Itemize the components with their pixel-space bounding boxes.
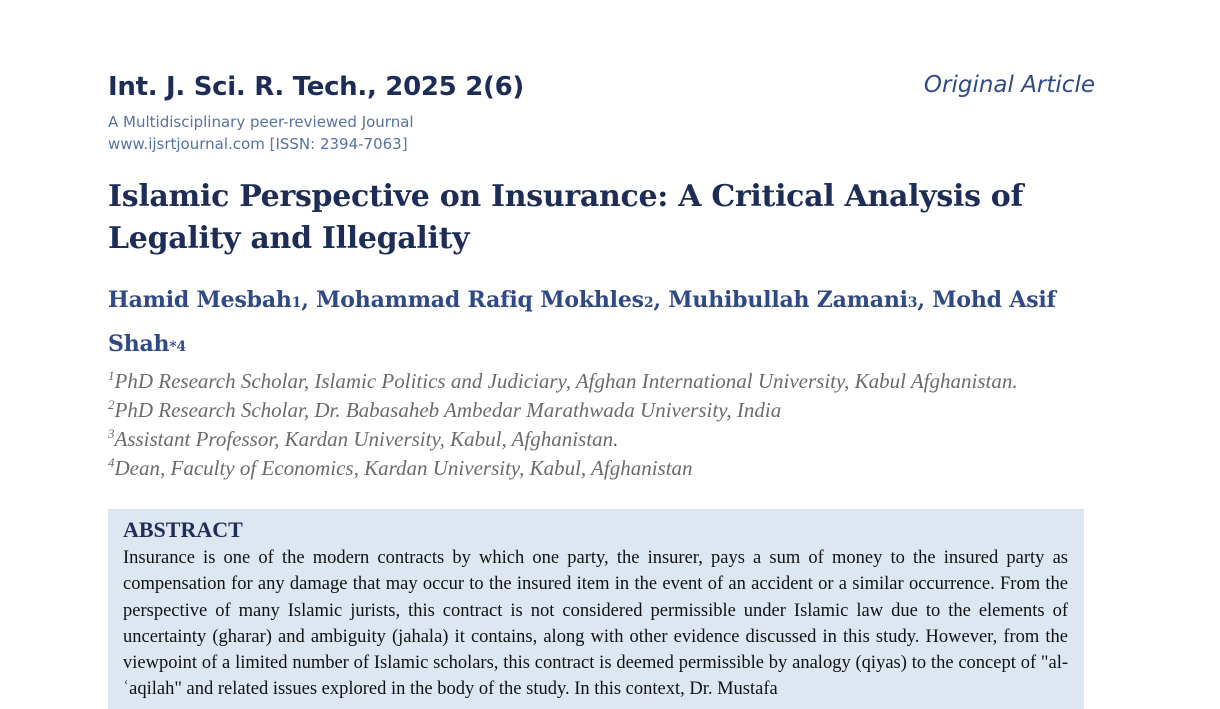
affiliation-list bbox=[108, 367, 1108, 483]
journal-subtitle: A Multidisciplinary peer-reviewed Journal bbox=[108, 113, 414, 131]
affiliation-item bbox=[108, 367, 1108, 396]
affiliation-number: 2 bbox=[108, 397, 115, 412]
affiliation-number: 4 bbox=[108, 455, 115, 470]
affiliation-item bbox=[108, 454, 1108, 483]
author-affil-mark: 1 bbox=[291, 295, 302, 311]
affiliation-item bbox=[108, 425, 1108, 454]
author-separator: , bbox=[653, 287, 669, 313]
author-affil-mark: *4 bbox=[169, 339, 187, 355]
author-affil-mark: 3 bbox=[907, 295, 918, 311]
article-type-label: Original Article bbox=[923, 72, 1095, 98]
author-name: Mohammad Rafiq Mokhles bbox=[316, 287, 644, 313]
abstract-box bbox=[108, 509, 1084, 709]
paper-title: Islamic Perspective on Insurance: A Critical Analysis of Legality and Illegality bbox=[108, 179, 1024, 256]
abstract-heading: ABSTRACT bbox=[123, 517, 243, 542]
author-separator: , bbox=[917, 287, 933, 313]
journal-website[interactable]: www.ijsrtjournal.com [ISSN: 2394-7063] bbox=[108, 135, 408, 153]
author-affil-mark: 2 bbox=[643, 295, 654, 311]
journal-citation: Int. J. Sci. R. Tech., 2025 2(6) bbox=[108, 72, 524, 102]
author-list bbox=[108, 280, 1098, 368]
affiliation-text: PhD Research Scholar, Dr. Babasaheb Ambedar Marathwada University, India bbox=[114, 398, 782, 422]
author-name: Mohd Asif Shah bbox=[108, 287, 1056, 357]
author-name: Hamid Mesbah bbox=[108, 287, 292, 313]
abstract-text: Insurance is one of the modern contracts by which one party, the insurer, pays a sum of money to the insured party as compensation for any damage that may occur to the insured item in the event of an accident or a similar occurrence. From the perspective of many Islamic jurists, this contract is not considered permissible under Islamic law due to the elements of uncertainty (gharar) and ambiguity (jahala) it contains, along with other evidence discussed in this study. However, from the viewpoint of a limited number of Islamic scholars, this contract is deemed permissible by analogy (qiyas) to the concept of "al-ʿaqilah" and related issues explored in the body of the study. In this context, Dr. Mustafa bbox=[123, 548, 1068, 700]
affiliation-text: Assistant Professor, Kardan University, Kabul, Afghanistan. bbox=[114, 427, 619, 451]
affiliation-text: PhD Research Scholar, Islamic Politics and Judiciary, Afghan International University, Kabul Afghanistan. bbox=[114, 369, 1018, 393]
author-name: Muhibullah Zamani bbox=[668, 287, 908, 313]
author-separator: , bbox=[301, 287, 317, 313]
affiliation-item bbox=[108, 396, 1108, 425]
affiliation-number: 3 bbox=[108, 426, 115, 441]
affiliation-text: Dean, Faculty of Economics, Kardan University, Kabul, Afghanistan bbox=[114, 456, 693, 480]
affiliation-number: 1 bbox=[108, 368, 115, 383]
